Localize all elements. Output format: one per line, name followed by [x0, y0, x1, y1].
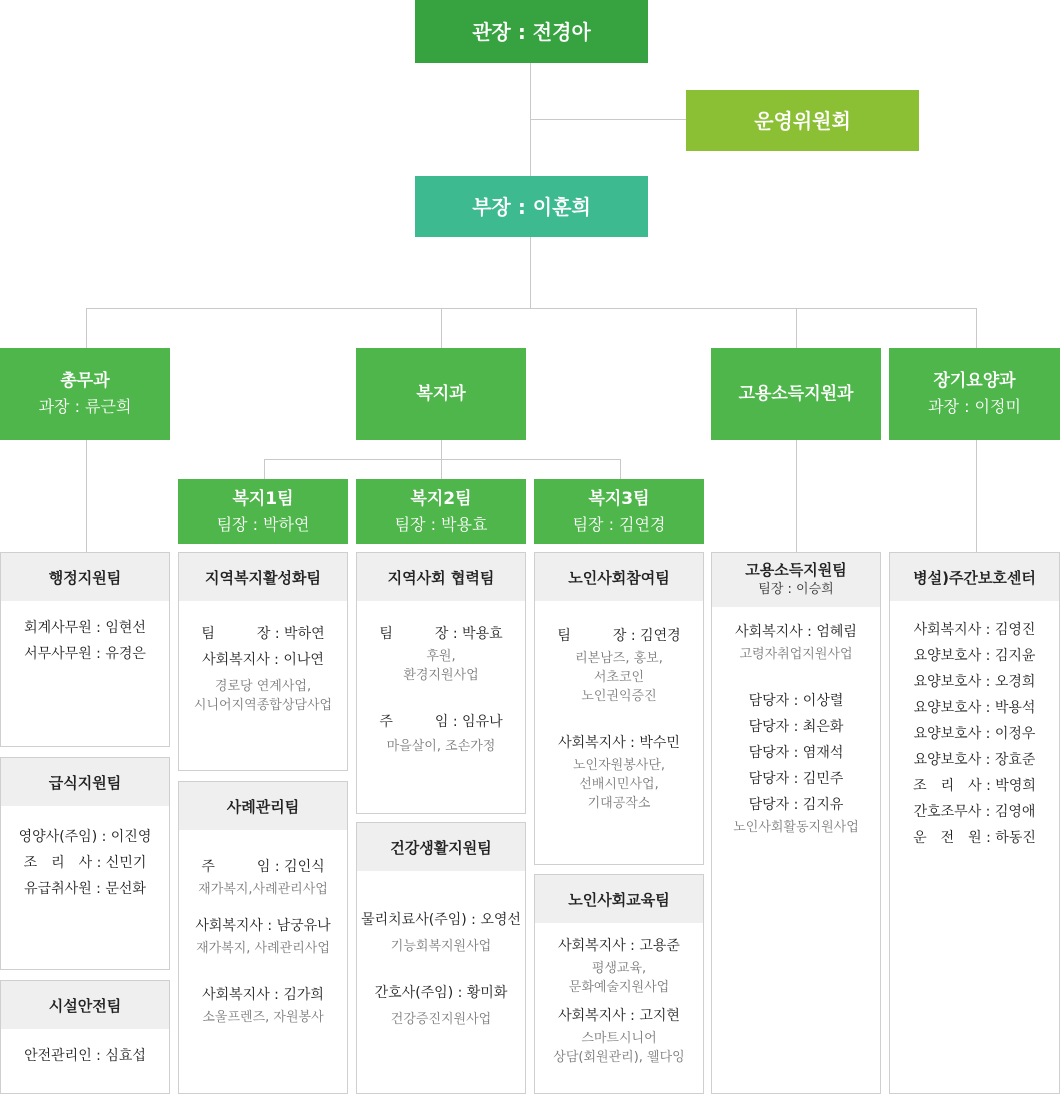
connector-line: [441, 440, 442, 459]
card-employment-income: [711, 552, 881, 1094]
connector-line: [976, 440, 977, 552]
staff-row: 팀 장 : 김연경: [557, 628, 681, 644]
staff-row: 담당자 : 최은화: [748, 719, 844, 735]
staff-row: 담당자 : 김지유: [748, 797, 844, 813]
staff-row: 안전관리인 : 심효섭: [24, 1048, 146, 1064]
staff-row: 사회복지사 : 김가희: [202, 987, 324, 1003]
card-title: 노인사회교육팀: [535, 875, 703, 923]
duty-text: 스마트시니어: [581, 1031, 657, 1046]
card-community-welfare: [178, 552, 348, 771]
connector-line: [530, 119, 686, 120]
connector-line: [264, 459, 265, 479]
connector-line: [264, 459, 620, 460]
connector-line: [530, 237, 531, 308]
duty-text: 노인자원봉사단,: [572, 758, 666, 773]
connector-line: [86, 308, 977, 309]
team-welfare-2: [356, 479, 526, 544]
duty-text: 재가복지,사례관리사업: [198, 882, 328, 897]
duty-text: 환경지원사업: [403, 668, 479, 683]
duty-text: 시니어지역종합상담사업: [193, 698, 333, 713]
card-title: 급식지원팀: [1, 758, 169, 806]
duty-text: 고령자취업지원사업: [739, 647, 853, 662]
card-admin-support: [0, 552, 170, 747]
card-title: 노인사회참여팀: [535, 553, 703, 601]
duty-text: 선배시민사업,: [579, 777, 659, 792]
department-welfare: [356, 348, 526, 440]
staff-row: 주 임 : 임유나: [379, 714, 503, 730]
staff-row: 사회복지사 : 이나연: [202, 652, 324, 668]
staff-row: 주 임 : 김인식: [201, 859, 325, 875]
duty-text: 후원,: [426, 649, 456, 664]
staff-row: 유급취사원 : 문선화: [24, 881, 146, 897]
card-title: 고용소득지원팀: [745, 561, 847, 579]
staff-row: 사회복지사 : 김영진: [913, 622, 1036, 638]
card-day-care-center: [889, 552, 1060, 1094]
staff-row: 조 리 사 : 박영희: [913, 778, 1036, 794]
connector-line: [441, 308, 442, 348]
staff-row: 영양사(주임) : 이진영: [18, 829, 152, 845]
director-box: [415, 0, 648, 63]
department-name: 총무과: [60, 371, 110, 391]
card-senior-participation: [534, 552, 704, 865]
duty-text: 마을살이, 조손가정: [386, 739, 496, 754]
card-meal-support: [0, 757, 170, 970]
staff-row: 물리치료사(주임) : 오영선: [361, 912, 521, 928]
card-senior-education: [534, 874, 704, 1094]
staff-row: 요양보호사 : 김지윤: [913, 648, 1036, 664]
connector-line: [86, 308, 87, 348]
staff-row: 회계사무원 : 임현선: [24, 620, 146, 636]
team-leader: 팀장 : 김연경: [572, 514, 666, 534]
staff-row: 요양보호사 : 이정우: [913, 726, 1036, 742]
card-title: 지역복지활성화팀: [179, 553, 347, 601]
duty-text: 경로당 연계사업,: [214, 679, 312, 694]
duty-text: 소울프렌즈, 자원봉사: [202, 1010, 324, 1025]
committee-label: 운영위원회: [754, 108, 851, 133]
department-name: 고용소득지원과: [738, 384, 854, 404]
deputy-box: [415, 176, 648, 237]
duty-text: 기능회복지원사업: [390, 939, 492, 954]
duty-text: 건강증진지원사업: [390, 1012, 492, 1027]
team-welfare-1: [178, 479, 348, 544]
staff-row: 간호사(주임) : 황미화: [374, 985, 508, 1001]
connector-line: [620, 459, 621, 479]
team-name: 복지3팀: [588, 488, 650, 509]
department-longterm: [889, 348, 1060, 440]
team-name: 복지2팀: [410, 488, 472, 509]
card-title: 행정지원팀: [1, 553, 169, 601]
card-title: 건강생활지원팀: [357, 823, 525, 871]
connector-line: [441, 459, 442, 479]
team-leader: 팀장 : 박하연: [216, 514, 310, 534]
department-employment: [711, 348, 881, 440]
duty-text: 노인권익증진: [581, 689, 657, 704]
staff-row: 사회복지사 : 고용준: [558, 938, 680, 954]
duty-text: 문화예술지원사업: [568, 980, 670, 995]
duty-text: 서초코인: [593, 670, 645, 685]
team-leader: 팀장 : 박용효: [394, 514, 488, 534]
department-head: 과장 : 류근희: [38, 397, 132, 416]
connector-line: [976, 308, 977, 348]
duty-text: 재가복지, 사례관리사업: [196, 941, 330, 956]
card-title: 사례관리팀: [179, 782, 347, 830]
staff-row: 담당자 : 이상렬: [748, 693, 844, 709]
staff-row: 간호조무사 : 김영애: [913, 804, 1036, 820]
card-title: 지역사회 협력팀: [357, 553, 525, 601]
card-facility-safety: [0, 980, 170, 1094]
duty-text: 상담(회원관리), 웰다잉: [553, 1050, 685, 1065]
department-name: 장기요양과: [933, 371, 1016, 391]
staff-row: 요양보호사 : 오경희: [913, 674, 1036, 690]
director-label: 관장 : 전경아: [472, 19, 591, 44]
department-name: 복지과: [416, 384, 466, 404]
card-title: 시설안전팀: [1, 981, 169, 1029]
team-leader: 팀장 : 이승희: [758, 582, 834, 597]
card-health-life: [356, 822, 526, 1094]
card-case-management: [178, 781, 348, 1094]
duty-text: 기대공작소: [587, 796, 651, 811]
team-welfare-3: [534, 479, 704, 544]
staff-row: 담당자 : 염재석: [748, 745, 844, 761]
staff-row: 담당자 : 김민주: [748, 771, 844, 787]
staff-row: 팀 장 : 박하연: [201, 626, 325, 642]
connector-line: [796, 308, 797, 348]
connector-line: [796, 440, 797, 552]
duty-text: 평생교육,: [591, 961, 647, 976]
staff-row: 조 리 사 : 신민기: [23, 855, 147, 871]
card-community-cooperation: [356, 552, 526, 814]
staff-row: 사회복지사 : 박수민: [558, 735, 680, 751]
department-head: 과장 : 이정미: [928, 397, 1021, 416]
staff-row: 요양보호사 : 박용석: [913, 700, 1036, 716]
card-title-group: [712, 553, 880, 607]
duty-text: 리본남즈, 홍보,: [575, 651, 663, 666]
team-name: 복지1팀: [232, 488, 294, 509]
deputy-label: 부장 : 이훈희: [472, 194, 591, 219]
staff-row: 요양보호사 : 장효준: [913, 752, 1036, 768]
staff-row: 서무사무원 : 유경은: [24, 646, 146, 662]
department-general: [0, 348, 170, 440]
staff-row: 팀 장 : 박용효: [379, 626, 503, 642]
connector-line: [86, 440, 87, 552]
staff-row: 사회복지사 : 고지현: [558, 1008, 680, 1024]
committee-box: [686, 90, 919, 151]
card-title: 병설)주간보호센터: [890, 553, 1059, 601]
staff-row: 사회복지사 : 남궁유나: [195, 918, 331, 934]
staff-row: 사회복지사 : 엄혜림: [735, 624, 857, 640]
duty-text: 노인사회활동지원사업: [733, 820, 859, 835]
staff-row: 운 전 원 : 하동진: [913, 830, 1036, 846]
